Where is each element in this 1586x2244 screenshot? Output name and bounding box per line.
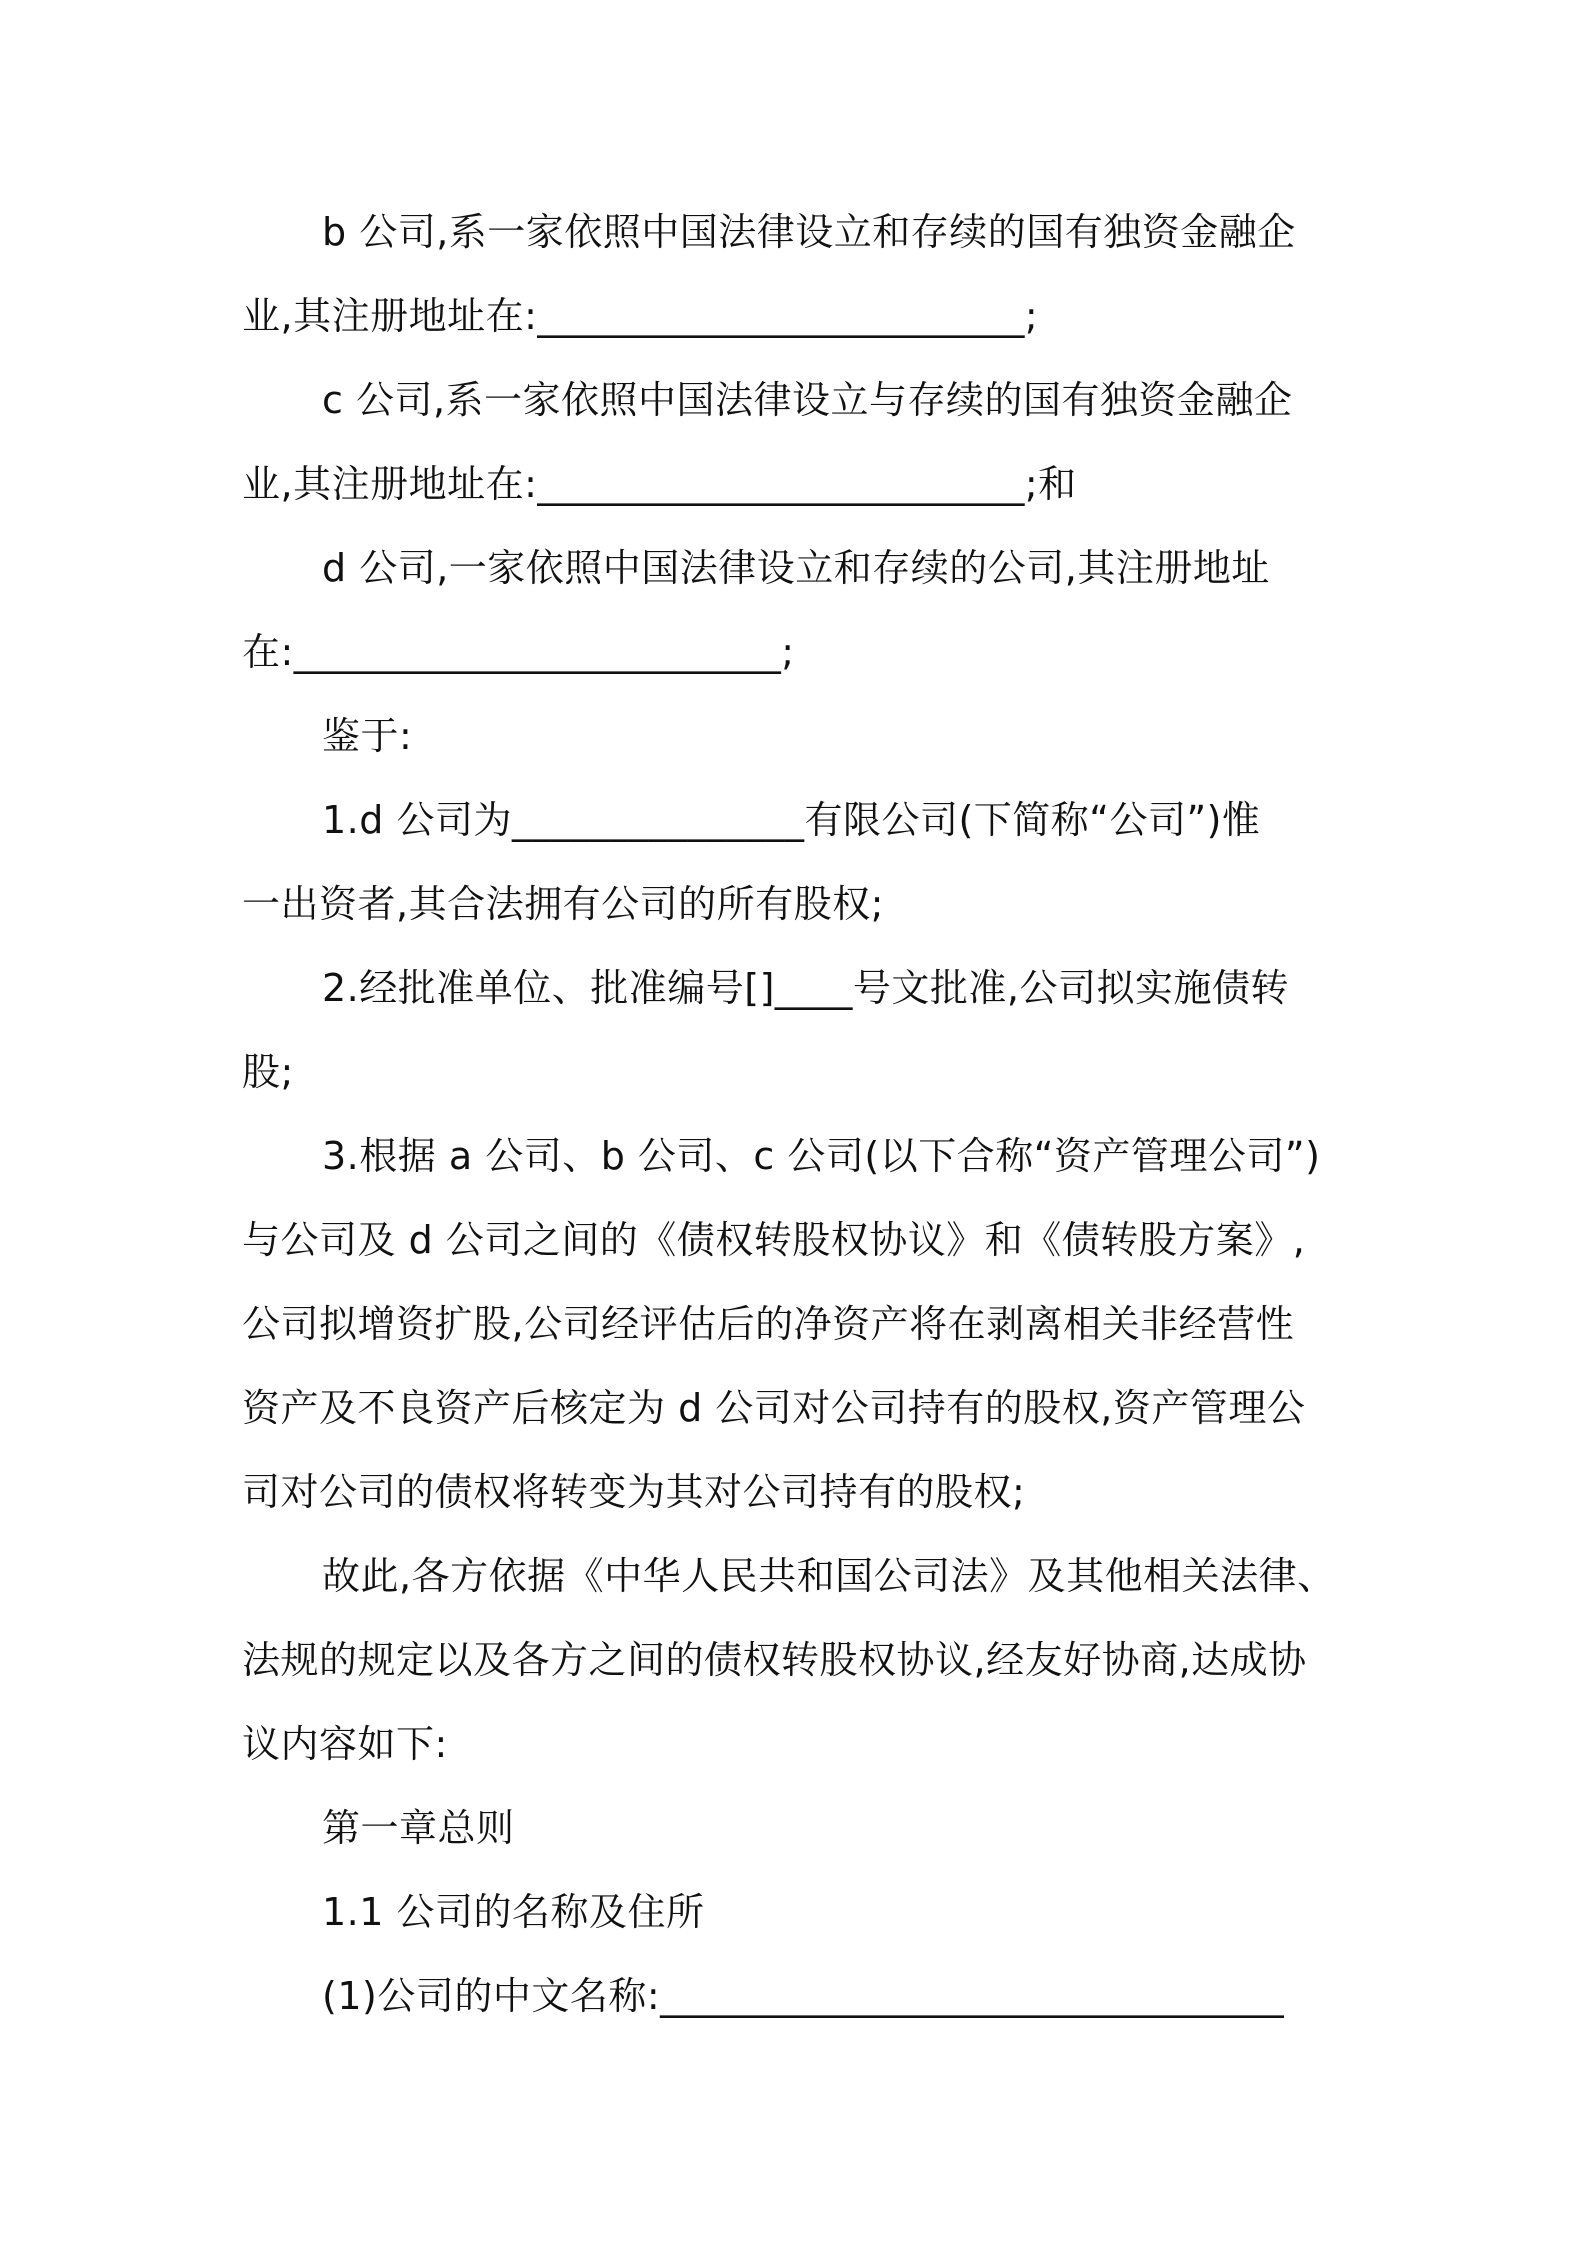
text-line: (1)公司的中文名称:________________________________ <box>322 1974 1285 2018</box>
section-heading: 第一章总则 <box>322 1806 515 1850</box>
text-line: 故此,各方依据《中华人民共和国公司法》及其他相关法律、 <box>322 1554 1336 1598</box>
text-line: 与公司及 d 公司之间的《债权转股权协议》和《债转股方案》, <box>242 1218 1306 1262</box>
text-line: 3.根据 a 公司、b 公司、c 公司(以下合称“资产管理公司”) <box>322 1134 1321 1178</box>
text-line: b 公司,系一家依照中国法律设立和存续的国有独资金融企 <box>322 210 1296 254</box>
text-line: 1.d 公司为_______________有限公司(下简称“公司”)惟 <box>322 798 1261 842</box>
text-line: 议内容如下: <box>242 1722 448 1766</box>
subsection-heading: 1.1 公司的名称及住所 <box>322 1890 705 1934</box>
text-line: 在:_________________________; <box>242 630 795 674</box>
text-line: 公司拟增资扩股,公司经评估后的净资产将在剥离相关非经营性 <box>242 1302 1295 1346</box>
text-line: 业,其注册地址在:_________________________; <box>242 294 1039 338</box>
text-line: 一出资者,其合法拥有公司的所有股权; <box>242 882 884 926</box>
text-line: 2.经批准单位、批准编号[]____号文批准,公司拟实施债转 <box>322 966 1289 1010</box>
text-line: 法规的规定以及各方之间的债权转股权协议,经友好协商,达成协 <box>242 1638 1307 1682</box>
text-line: 股; <box>242 1050 294 1094</box>
text-line: 司对公司的债权将转变为其对公司持有的股权; <box>242 1470 1026 1514</box>
text-line: d 公司,一家依照中国法律设立和存续的公司,其注册地址 <box>322 546 1270 590</box>
text-line: 鉴于: <box>322 714 413 758</box>
text-line: c 公司,系一家依照中国法律设立与存续的国有独资金融企 <box>322 378 1293 422</box>
text-line: 资产及不良资产后核定为 d 公司对公司持有的股权,资产管理公 <box>242 1386 1306 1430</box>
document-body <box>242 190 1354 2038</box>
text-line: 业,其注册地址在:_________________________;和 <box>242 462 1077 506</box>
